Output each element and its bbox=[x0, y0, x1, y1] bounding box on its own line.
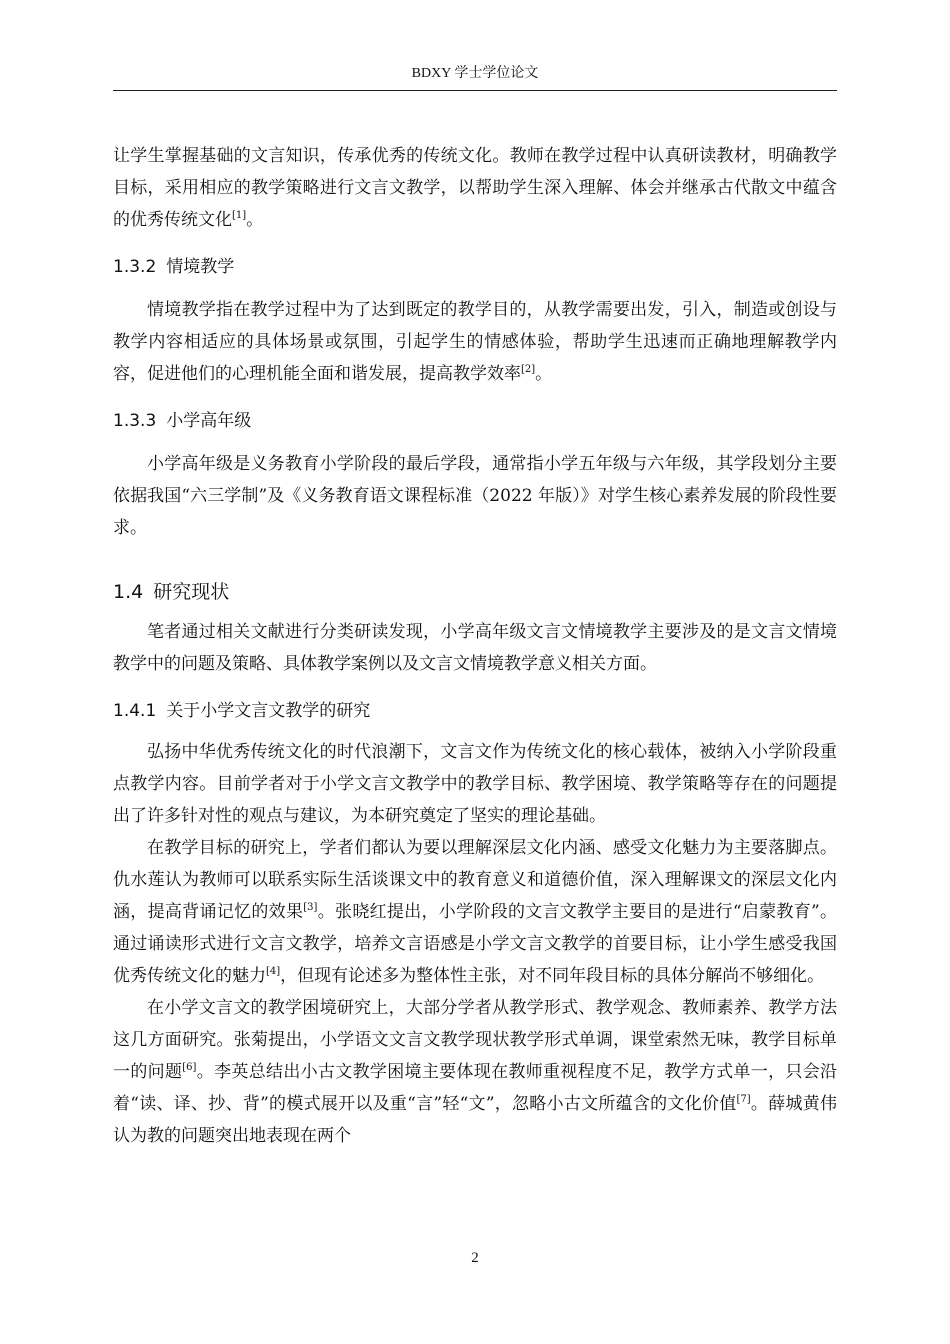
heading-title: 关于小学文言文教学的研究 bbox=[166, 701, 371, 721]
subsection-heading-1-3-3 bbox=[113, 408, 837, 434]
paragraph-text: 弘扬中华优秀传统文化的时代浪潮下，文言文作为传统文化的核心载体，被纳入小学阶段重点教学内容。目前学者对于小学文言文教学中的教学目标、教学困境、教学策略等存在的问题提出了许多针对性的观点与建议，为本研究奠定了坚实的理论基础。 bbox=[113, 742, 837, 826]
citation: [4] bbox=[266, 966, 281, 977]
heading-title: 情境教学 bbox=[166, 257, 235, 277]
header-title: BDXY 学士学位论文 bbox=[411, 66, 539, 81]
running-header bbox=[113, 62, 837, 91]
citation: [1] bbox=[232, 210, 247, 221]
paragraph-text: 。张晓红提出，小学阶段的文言文教学主要目的是进行“启蒙教育”。通过诵读形式进行文言文教学，培养文言语感是小学文言文教学的首要目标，让小学生感受我国优秀传统文化的魅力 bbox=[113, 902, 837, 986]
citation: [2] bbox=[521, 364, 536, 375]
paragraph-text: 在小学文言文的教学困境研究上，大部分学者从教学形式、教学观念、教师素养、教学方法这几方面研究。张菊提出，小学语文文言文教学现状教学形式单调，课堂索然无味，教学目标单一的问题 bbox=[113, 998, 837, 1082]
citation: [6] bbox=[182, 1062, 197, 1073]
paragraph bbox=[113, 736, 837, 832]
paragraph-text: 让学生掌握基础的文言知识，传承优秀的传统文化。教师在教学过程中认真研读教材，明确教学目标，采用相应的教学策略进行文言文教学，以帮助学生深入理解、体会并继承古代散文中蕴含的优秀传统文化 bbox=[113, 146, 837, 230]
page-content bbox=[113, 140, 837, 1152]
paragraph-text: 。薛城黄伟认为教的问题突出地表现在两个 bbox=[113, 1094, 837, 1146]
heading-number: 1.4 bbox=[113, 581, 144, 603]
page-number: 2 bbox=[471, 1250, 479, 1266]
paragraph-text: 笔者通过相关文献进行分类研读发现，小学高年级文言文情境教学主要涉及的是文言文情境教学中的问题及策略、具体教学案例以及文言文情境教学意义相关方面。 bbox=[113, 622, 837, 674]
paragraph bbox=[113, 992, 837, 1152]
paragraph-text: 。 bbox=[535, 364, 553, 384]
paragraph-text: ，但现有论述多为整体性主张，对不同年段目标的具体分解尚不够细化。 bbox=[280, 966, 825, 986]
heading-number: 1.3.3 bbox=[113, 411, 157, 431]
paragraph-text: 。李英总结出小古文教学困境主要体现在教师重视程度不足，教学方式单一，只会沿着“读、译、抄、背”的模式展开以及重“言”轻“文”，忽略小古文所蕴含的文化价值 bbox=[113, 1062, 838, 1114]
paragraph bbox=[113, 832, 837, 992]
subsection-heading-1-3-2 bbox=[113, 254, 837, 280]
heading-title: 小学高年级 bbox=[166, 411, 252, 431]
heading-title: 研究现状 bbox=[153, 581, 230, 603]
citation: [3] bbox=[303, 902, 318, 913]
paragraph-text: 在教学目标的研究上，学者们都认为要以理解深层文化内涵、感受文化魅力为主要落脚点。仇水莲认为教师可以联系实际生活谈课文中的教育意义和道德价值，深入理解课文的深层文化内涵，提高背诵记忆的效果 bbox=[113, 838, 837, 922]
paragraph bbox=[113, 140, 837, 236]
section-heading-1-4 bbox=[113, 578, 837, 606]
subsection-heading-1-4-1 bbox=[113, 698, 837, 724]
heading-number: 1.3.2 bbox=[113, 257, 157, 277]
citation: [7] bbox=[736, 1094, 751, 1105]
heading-number: 1.4.1 bbox=[113, 701, 157, 721]
paragraph-text: 情境教学指在教学过程中为了达到既定的教学目的，从教学需要出发，引入，制造或创设与教学内容相适应的具体场景或氛围，引起学生的情感体验，帮助学生迅速而正确地理解教学内容，促进他们的心理机能全面和谐发展，提高教学效率 bbox=[113, 300, 837, 384]
paragraph bbox=[113, 616, 837, 680]
paragraph bbox=[113, 294, 837, 390]
paragraph bbox=[113, 448, 837, 544]
paragraph-text: 小学高年级是义务教育小学阶段的最后学段，通常指小学五年级与六年级，其学段划分主要依据我国“六三学制”及《义务教育语文课程标准（2022 年版）》对学生核心素养发展的阶段性要求。 bbox=[113, 454, 837, 538]
paragraph-text: 。 bbox=[246, 210, 264, 230]
